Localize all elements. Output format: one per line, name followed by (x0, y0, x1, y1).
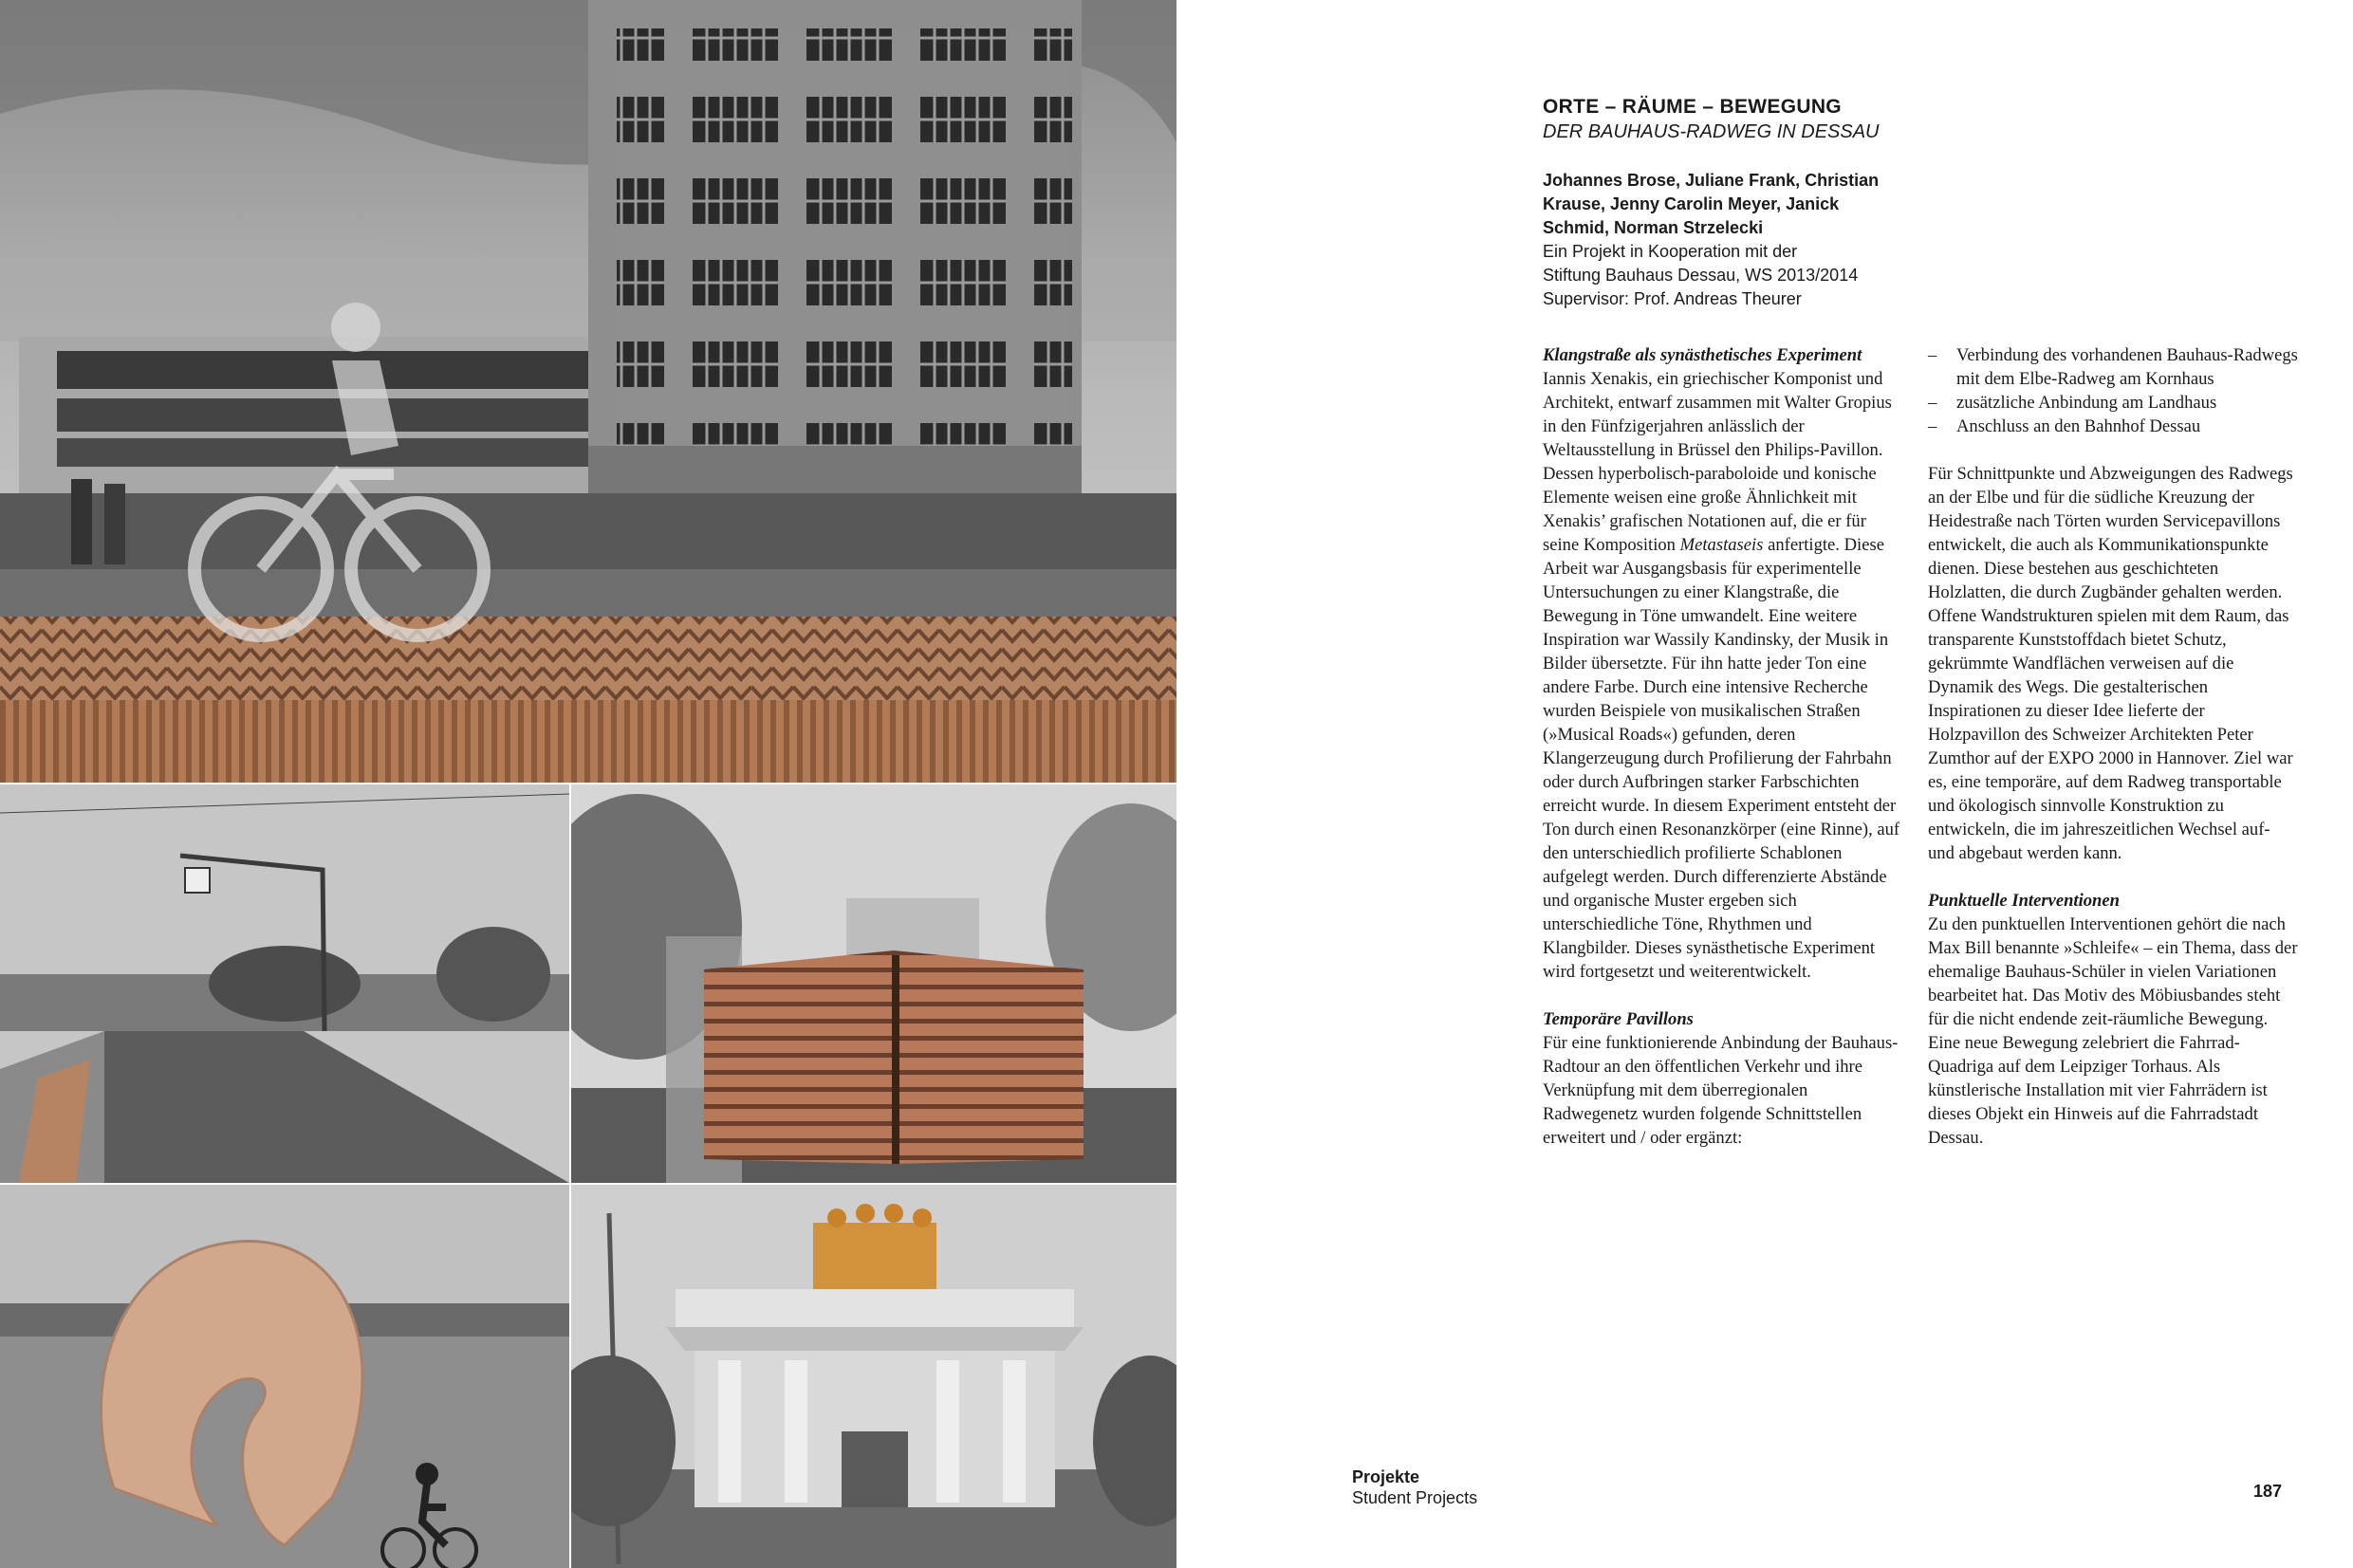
title-block (1543, 95, 1941, 311)
footer-section-en: Student Projects (1352, 1488, 1478, 1507)
paragraph-interventionen: Zu den punktuellen Interventionen gehört die nach Max Bill benannte »Schleife« – ein Thema, dass der ehemalige Bauhaus-Schüler in vielen Variationen bearbeitet hat. Das Motiv des Möbiusbandes steht für die nicht endende zeit-räumliche Bewegung. Eine neue Bewegung zelebriert die Fahrrad-Quadriga auf dem Leipziger Torhaus. Als künstlerische Installation mit vier Fahrrädern ist dieses Objekt ein Hinweis auf die Fahrradstadt Dessau. (1928, 914, 2298, 1148)
photo-pavilion (571, 784, 1176, 1183)
page-number: 187 (2252, 1482, 2282, 1501)
work-title-metastaseis: Metastaseis (1679, 535, 1764, 555)
list-item: – Verbindung des vorhandenen Bauhaus-Radwegs mit dem Elbe-Radweg am Kornhaus (1928, 345, 2298, 389)
authors: Johannes Brose, Juliane Frank, Christian Krause, Jenny Carolin Meyer, Janick Schmid, Norman Strzelecki (1543, 171, 1880, 237)
footer-section: Projekte (1352, 1467, 1420, 1486)
foundation-line: Stiftung Bauhaus Dessau, WS 2013/2014 (1543, 266, 1859, 285)
article-subtitle: DER BAUHAUS-RADWEG IN DESSAU (1543, 121, 1880, 142)
list-item: – zusätzliche Anbindung am Landhaus (1928, 393, 2217, 413)
paragraph-servicepavillons: Für Schnittpunkte und Abzweigungen des Radwegs an der Elbe und für die südliche Kreuzung der Heidestraße nach Törten wurden Servicepavillons entwickelt, die auch als Kommunikationspunkte dienen. Diese bestehen aus geschichteten Holzlatten, die durch Zugbänder gehalten werden. Offene Wandstrukturen spielen mit dem Raum, das transparente Kunststoffdach bietet Schutz, gekrümmte Wandflächen verweisen auf die Dynamik des Wegs. Die gestalterischen Inspirationen zu dieser Idee lieferte der Holzpavillon des Schweizer Architekten Peter Zumthor auf der EXPO 2000 in Hannover. Ziel war es, eine temporäre, auf dem Radweg transportable und ökologisch sinnvolle Konstruktion zu entwickeln, die im jahreszeitlichen Wechsel auf- und abgebaut werden kann. (1928, 464, 2293, 863)
text-column-right (1928, 343, 2300, 1150)
section-heading-pavillons: Temporäre Pavillons (1543, 1009, 1694, 1029)
list-item: – Anschluss an den Bahnhof Dessau (1928, 416, 2201, 436)
paragraph-pavillons: Für eine funktionierende Anbindung der Bauhaus-Radtour an den öffentlichen Verkehr und ihre Verknüpfung mit dem überregionalen Radwegenetz wurden folgende Schnittstellen erweitert und / oder ergänzt: (1543, 1033, 1899, 1148)
photo-torhaus (571, 1185, 1176, 1568)
photo-bauhaus-klangstrasse (0, 0, 1176, 783)
supervisor-line: Supervisor: Prof. Andreas Theurer (1543, 289, 1802, 308)
section-heading-interventionen: Punktuelle Interventionen (1928, 891, 2120, 911)
photo-schleife (0, 1185, 569, 1568)
paragraph-klangstrasse: Iannis Xenakis, ein griechischer Komponist und Architekt, entwarf zusammen mit Walter Gropius in den Fünfzigerjahren anlässlich der Weltausstellung in Brüssel den Philips-Pavillon. Dessen hyperbolisch-paraboloide und konische Elemente weisen eine große Ähnlichkeit mit Xenakis’ grafischen Notationen auf, die er für seine Komposition Metastaseis anfertigte. Diese Arbeit war Ausgangsbasis für experimentelle Untersuchungen zu einer Klangstraße, die Bewegung in Töne umwandelt. Eine weitere Inspiration war Wassily Kandinsky, der Musik in Bilder übersetzte. Für ihn hatte jeder Ton eine andere Farbe. Durch eine intensive Recherche wurden Beispiele von musikalischen Straßen (»Musical Roads«) gefunden, deren Klangerzeugung durch Profilierung der Fahrbahn oder durch Aufbringen starker Farbschichten erreicht wurde. In diesem Experiment entsteht der Ton durch einen Resonanzkörper (eine Rinne), auf den unterschiedlich profilierte Schablonen aufgelegt werden. Durch differenzierte Abstände und organische Muster ergeben sich unterschiedliche Töne, Rhythmen und Klangbilder. Dieses synästhetische Experiment wird fortgesetzt und weiterentwickelt. (1543, 369, 1900, 982)
article-title: ORTE – RÄUME – BEWEGUNG (1543, 96, 1842, 118)
cooperation-line: Ein Projekt in Kooperation mit der (1543, 242, 1798, 261)
section-heading-klangstrasse: Klangstraße als synästhetisches Experiment (1543, 345, 1862, 365)
text-column-left (1543, 343, 1903, 1150)
photo-street (0, 784, 569, 1183)
page-footer (1352, 1467, 1477, 1508)
